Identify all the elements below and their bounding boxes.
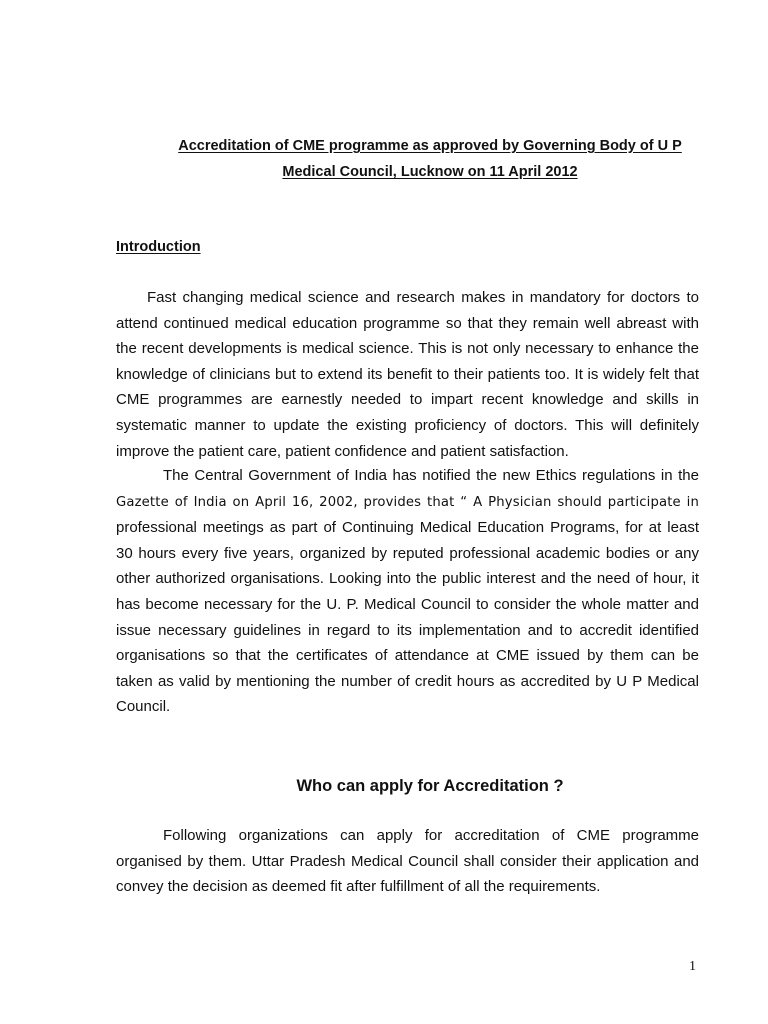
- document-title-line-2: Medical Council, Lucknow on 11 April 2012: [282, 164, 578, 180]
- page-number: 1: [689, 959, 696, 974]
- introduction-paragraph: Fast changing medical science and research makes in mandatory for doctors to attend continued medical education programme so that they remain well abreast with the recent developments is medical science. This is not only necessary to enhance the knowledge of clinicians but to extend its benefit to their patients too. It is widely felt that CME programmes are earnestly needed to impart recent knowledge and skills in systematic manner to update the existing proficiency of doctors. This will definitely improve the patient care, patient confidence and patient satisfaction.: [116, 289, 699, 460]
- ethics-regulations-paragraph: [116, 463, 699, 720]
- eligible-organizations-paragraph: Following organizations can apply for accreditation of CME programme organised by them. Uttar Pradesh Medical Council shall consider their application and convey the decision as deemed fit after fulfillment of all the requirements.: [116, 827, 699, 896]
- introduction-heading: Introduction: [116, 239, 201, 255]
- gazette-citation: Gazette of India on April 16, 2002, provides that “ A Physician should participate in: [116, 494, 699, 510]
- ethics-paragraph-body: professional meetings as part of Continuing Medical Education Programs, for at least 30 hours every five years, organized by reputed professional academic bodies or any other authorized organisations. Looking into the public interest and the need of hour, it has become necessary for the U. P. Medical Council to consider the whole matter and issue necessary guidelines in regard to its implementation and to accredit identified organisations so that the certificates of attendance at CME issued by them can be taken as valid by mentioning the number of credit hours as accredited by U P Medical Council.: [116, 519, 699, 716]
- document-title-line-1: Accreditation of CME programme as approved by Governing Body of U P: [178, 138, 682, 154]
- who-can-apply-heading: Who can apply for Accreditation ?: [296, 777, 564, 795]
- ethics-paragraph-opening: The Central Government of India has notified the new Ethics regulations in the: [163, 467, 699, 484]
